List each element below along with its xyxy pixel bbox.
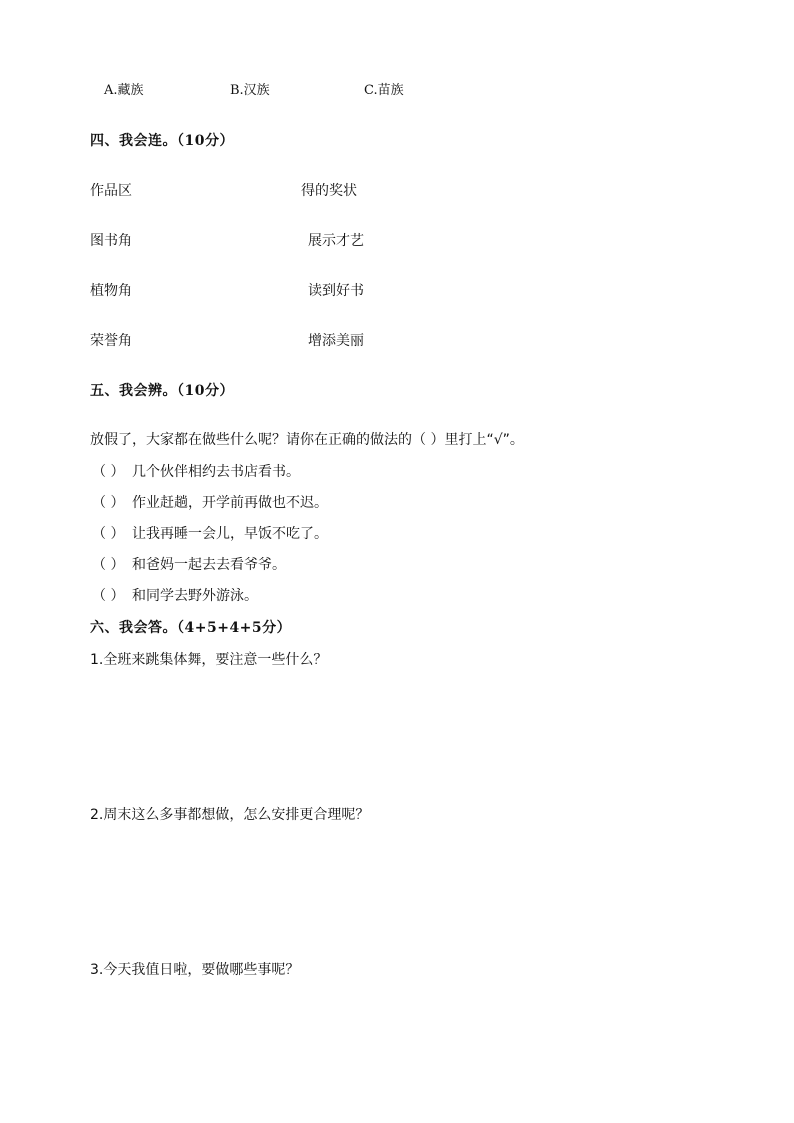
section-5-heading: 五、我会辨。（10分）	[90, 383, 234, 399]
judge-item-text: 让我再睡一会儿，早饭不吃了。	[132, 526, 328, 542]
answer-blank: （ ）	[92, 557, 125, 573]
match-right-item: 得的奖状	[301, 183, 357, 199]
answer-blank: （ ）	[92, 588, 125, 604]
judge-item-text: 作业赶趟，开学前再做也不迟。	[132, 495, 328, 511]
answer-blank: （ ）	[92, 495, 125, 511]
option-c: C.苗族	[364, 83, 404, 98]
match-right-item: 读到好书	[308, 283, 364, 299]
judge-item	[92, 463, 300, 481]
option-a: A.藏族	[104, 83, 144, 98]
answer-blank: （ ）	[92, 464, 125, 480]
answer-blank: （ ）	[92, 526, 125, 542]
judge-item	[92, 525, 328, 543]
judge-item-text: 和爸妈一起去去看爷爷。	[132, 557, 286, 573]
judge-item	[92, 587, 258, 605]
section-4-heading: 四、我会连。（10分）	[90, 133, 234, 149]
match-left-item: 荣誉角	[90, 333, 132, 349]
judge-item	[92, 556, 286, 574]
question-2: 2.周末这么多事都想做，怎么安排更合理呢？	[90, 807, 370, 823]
match-left-item: 作品区	[90, 183, 132, 199]
judge-item	[92, 494, 328, 512]
match-right-item: 增添美丽	[308, 333, 364, 349]
section-5-instruction: 放假了，大家都在做些什么呢？请你在正确的做法的（ ）里打上“√”。	[90, 432, 524, 448]
match-right-item: 展示才艺	[308, 233, 364, 249]
judge-item-text: 和同学去野外游泳。	[132, 588, 258, 604]
section-6-heading: 六、我会答。（4+5+4+5分）	[90, 620, 292, 636]
match-left-item: 植物角	[90, 283, 132, 299]
question-3: 3.今天我值日啦，要做哪些事呢？	[90, 962, 300, 978]
judge-item-text: 几个伙伴相约去书店看书。	[132, 464, 300, 480]
match-left-item: 图书角	[90, 233, 132, 249]
option-b: B.汉族	[230, 83, 270, 98]
question-1: 1.全班来跳集体舞，要注意一些什么？	[90, 652, 328, 668]
